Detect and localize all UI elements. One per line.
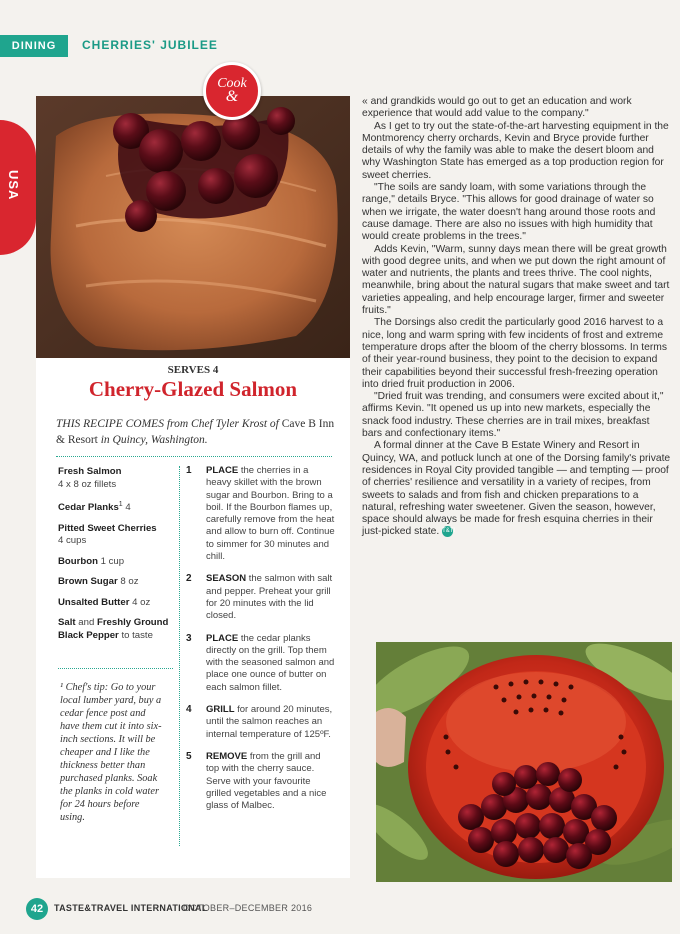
ingredient-name: Pitted Sweet Cherries [58,522,157,534]
ingredient-qty: 4 cups [58,535,87,547]
recipe-title: Cherry-Glazed Salmon [88,377,298,401]
ingredient-item [58,576,173,589]
article-paragraph: As I get to try out the state-of-the-art harvesting equipment in the Montmorency cherry orchards, Kevin and Bryce provide further details of why the family was able to make the desert bloom and why Washington State has emerged as a top production region for sweet cherries. [362,120,669,181]
serves-label: SERVES 4 [167,364,219,376]
region-tab-label: USA [6,170,21,201]
region-tab [0,120,36,255]
article-paragraph: The Dorsings also credit the particularly good 2016 harvest to a nice, long and warm spring with few incidents of frost and extreme temperature drops after the bloom of the cherry blossoms. In terms of their year-round business, they point to the decision to expand their capabilities beyond their successful fresh-freezing operation into dried fruit production in 2006. [362,317,668,390]
step-text: the cherries in a heavy skillet with the brown sugar and Bourbon. Bring to a boil. If the Bourbon flames up, carefully remove from the heat and allow to burn off. Continue to simmer for 30 minutes and chill. [206,465,335,563]
step-text: the salmon with salt and pepper. Preheat your grill for 20 minutes with the lid closed. [206,573,333,622]
ingredient-name: Salt [58,617,76,629]
section-title: CHERRIES' JUBILEE [82,38,218,52]
ingredient-qty: 1 cup [97,555,125,567]
step-verb: REMOVE [206,750,248,762]
ingredient-item [58,556,173,569]
page-number: 42 [26,898,48,920]
article-paragraph [362,440,672,539]
method-steps [186,465,336,822]
ingredient-name: Bourbon [58,555,98,567]
ingredient-qty: 8 oz [117,576,139,588]
ingredients-list [58,466,173,650]
step-verb: SEASON [206,573,247,585]
chef-tip: ¹ Chef's tip: Go to your local lumber yard, buy a cedar fence post and have them cut it into six-inch sections. It will be cheaper and I like the thickness better than purchased planks. Soak the planks in cold water for 24 hours before using. [60,682,162,823]
article-paragraph: « and grandkids would go out to get an education and work experience that would add value to the company." [362,96,632,120]
credit-location: in Quincy, Washington. [97,434,208,446]
footnote-marker: 1 [118,501,123,508]
section-tag: DINING [0,35,68,57]
method-step [186,633,336,694]
credit-lead: THIS RECIPE COMES [56,418,164,430]
cook-badge-label: Cook [217,76,247,91]
ingredient-item [58,499,173,515]
article-paragraph: Adds Kevin, "Warm, sunny days mean there will be great growth with good degree units, and when we put down the right amount of water and nutrients, the plants and trees thrive. The cool nights, meanwhile, bring about the natural sugars that make sweet and tart varieties appealing, and help encourage larger, firmer and sweeter fruits." [362,243,670,317]
step-number: 1 [186,465,192,476]
ingredient-qty: to taste [118,629,153,641]
column-divider [179,466,180,846]
ingredient-qty: 4 [122,502,131,514]
article-paragraph: "The soils are sandy loam, with some variations through the range," details Bryce. "This allows for good drainage of water so when we irrigate, the water doesn't hang around those roots and cause damage. There are also no issues with high humidity that would create problems in the trees." [362,182,656,243]
ingredient-name: Cedar Planks [58,502,119,514]
recipe-credit [56,416,342,448]
step-number: 2 [186,573,192,585]
step-verb: PLACE [206,465,239,476]
method-step [186,704,336,741]
step-number: 4 [186,704,192,716]
issue-date: OCTOBER–DECEMBER 2016 [183,903,313,913]
salmon-photo [36,96,350,358]
step-number: 5 [186,750,192,762]
ingredient-name: Fresh Salmon [58,466,122,477]
recipe-card [36,358,350,878]
article-paragraph-text: A formal dinner at the Cave B Estate Winery and Resort in Quincy, WA, and potluck lunch at one of the Dorsing family's private residences in Royal City provided tangible — and tempting — proof of cherries' resilience and versatility in a variety of recipes, from sweets to salads and from fish and chicken preparations to a natural, refreshing water sweetener. Given the season, however, space should always be made for fresh esquina cherries in their just-picked state. [362,440,671,538]
ingredient-qty: 4 x 8 oz fillets [58,478,117,490]
ingredient-name: Freshly Ground Black Pepper [58,617,169,641]
method-step [186,751,336,812]
step-text: the cedar planks directly on the grill. Top them with the seasoned salmon and place one ounce of butter on each salmon fillet. [206,632,335,693]
ingredient-item [58,617,173,642]
credit-from: from Chef Tyler Krost of [163,418,282,430]
step-number: 3 [186,632,192,644]
divider [56,456,332,457]
ingredient-conjunction: and [75,617,97,629]
article-paragraph: "Dried fruit was trending, and consumers were excited about it," affirms Kevin. "It opened us up into new markets, especially the snack food industry. These cherries are in trail mixes, breakfast bars and confectionary items." [362,391,664,440]
method-step [186,573,336,622]
divider [58,668,173,669]
article-body [362,96,672,539]
ingredient-name: Brown Sugar [58,576,118,588]
ingredient-item [58,523,173,548]
step-text: from the grill and top with the cherry sauce. Serve with your favourite grilled vegetables and a nice glass of Malbec. [206,750,327,812]
ingredient-qty: 4 oz [129,596,151,608]
ingredient-item [58,597,173,610]
step-text: for around 20 minutes, until the salmon reaches an internal temperature of 125ºF. [206,704,333,740]
ingredient-name: Unsalted Butter [58,596,130,608]
cook-badge [203,62,261,120]
publication-name: TASTE&TRAVEL INTERNATIONAL [54,903,208,913]
ingredient-item [58,466,173,491]
cook-badge-ampersand: & [225,88,239,105]
credit-place: Cave B Inn & Resort [56,418,335,446]
cherries-colander-photo [376,642,672,882]
step-verb: PLACE [206,632,239,644]
step-verb: GRILL [206,704,235,716]
method-step [186,465,336,563]
end-mark-icon: T&TI [442,526,453,537]
